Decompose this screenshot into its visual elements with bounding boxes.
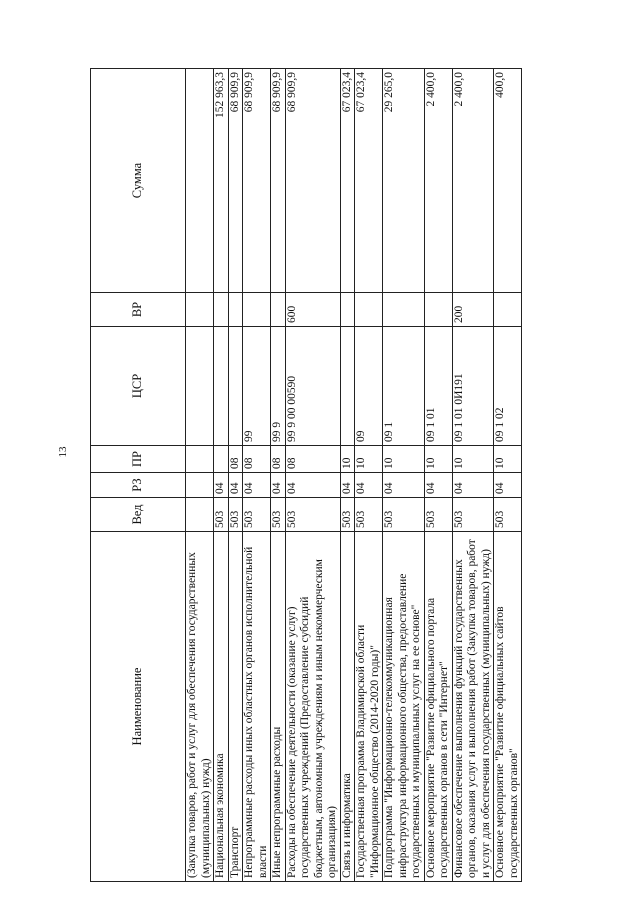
table-row xyxy=(228,69,243,882)
cell-vr xyxy=(355,293,383,327)
cell-ved: 503 xyxy=(340,498,355,532)
cell-sum: 67 023,4 xyxy=(355,69,383,293)
cell-sum xyxy=(186,69,214,293)
table-row xyxy=(186,69,214,882)
cell-sum: 68 909,9 xyxy=(243,69,271,293)
table-row xyxy=(271,69,286,882)
cell-name: Связь и информатика xyxy=(340,532,355,882)
header-sum: Сумма xyxy=(91,69,186,293)
table-row xyxy=(424,69,452,882)
cell-csr: 09 xyxy=(355,327,383,446)
cell-vr xyxy=(228,293,243,327)
cell-ved: 503 xyxy=(452,498,494,532)
cell-pr xyxy=(186,446,214,473)
cell-name: Непрограммные расходы иных областных органов исполнительной власти xyxy=(243,532,271,882)
cell-name: Иные непрограммные расходы xyxy=(271,532,286,882)
cell-pr: 08 xyxy=(243,446,271,473)
cell-name: Основное мероприятие "Развитие официальных сайтов государственных органов" xyxy=(494,532,522,882)
header-rz: РЗ xyxy=(91,473,186,498)
cell-vr xyxy=(340,293,355,327)
cell-name: Основное мероприятие "Развитие официального портала государственных органов в сети "Интернет" xyxy=(424,532,452,882)
cell-ved: 503 xyxy=(285,498,340,532)
cell-rz: 04 xyxy=(383,473,425,498)
cell-name: Финансовое обеспечение выполнения функций государственных органов, оказания услуг и выполнения работ (Закупка товаров, работ и услуг для обеспечения государственных (муниципальных) нужд) xyxy=(452,532,494,882)
cell-ved: 503 xyxy=(214,498,229,532)
cell-vr xyxy=(214,293,229,327)
cell-ved: 503 xyxy=(494,498,522,532)
table-row xyxy=(243,69,271,882)
table-row xyxy=(452,69,494,882)
cell-sum: 68 909,9 xyxy=(285,69,340,293)
header-csr: ЦСР xyxy=(91,327,186,446)
header-ved: Вед xyxy=(91,498,186,532)
page-number: 13 xyxy=(57,446,69,458)
cell-rz: 04 xyxy=(424,473,452,498)
cell-ved: 503 xyxy=(271,498,286,532)
cell-pr: 08 xyxy=(228,446,243,473)
cell-name: Расходы на обеспечение деятельности (оказание услуг) государственных учреждений (Предоставление субсидий бюджетным, автономным учреждениям и иным некоммерческим организациям) xyxy=(285,532,340,882)
budget-table xyxy=(90,68,522,882)
cell-name: (Закупка товаров, работ и услуг для обеспечения государственных (муниципальных) нужд) xyxy=(186,532,214,882)
cell-csr: 99 9 xyxy=(271,327,286,446)
cell-ved: 503 xyxy=(243,498,271,532)
cell-ved: 503 xyxy=(355,498,383,532)
cell-pr: 10 xyxy=(452,446,494,473)
cell-ved: 503 xyxy=(383,498,425,532)
table-body xyxy=(186,69,522,882)
cell-ved: 503 xyxy=(424,498,452,532)
cell-pr: 10 xyxy=(424,446,452,473)
cell-vr xyxy=(271,293,286,327)
table-row xyxy=(494,69,522,882)
table-row xyxy=(285,69,340,882)
cell-vr: 600 xyxy=(285,293,340,327)
table-row xyxy=(355,69,383,882)
cell-ved: 503 xyxy=(228,498,243,532)
table-row xyxy=(340,69,355,882)
cell-rz xyxy=(186,473,214,498)
cell-ved xyxy=(186,498,214,532)
cell-pr: 10 xyxy=(355,446,383,473)
cell-pr xyxy=(214,446,229,473)
cell-name: Государственная программа Владимирской области "Информационное общество (2014-2020 годы)" xyxy=(355,532,383,882)
cell-csr xyxy=(186,327,214,446)
cell-sum: 29 265,0 xyxy=(383,69,425,293)
cell-rz: 04 xyxy=(271,473,286,498)
cell-vr xyxy=(243,293,271,327)
table-row xyxy=(383,69,425,882)
cell-csr xyxy=(228,327,243,446)
cell-sum: 152 963,3 xyxy=(214,69,229,293)
cell-csr: 09 1 xyxy=(383,327,425,446)
cell-rz: 04 xyxy=(452,473,494,498)
cell-name: Транспорт xyxy=(228,532,243,882)
cell-csr: 09 1 01 0И191 xyxy=(452,327,494,446)
cell-name: Подпрограмма "Информационно-телекоммуникационная инфраструктура информационного общества, предоставление государственных и муниципальных услуг на ее основе" xyxy=(383,532,425,882)
cell-rz: 04 xyxy=(494,473,522,498)
cell-csr xyxy=(214,327,229,446)
cell-rz: 04 xyxy=(285,473,340,498)
cell-rz: 04 xyxy=(340,473,355,498)
header-pr: ПР xyxy=(91,446,186,473)
cell-rz: 04 xyxy=(228,473,243,498)
cell-rz: 04 xyxy=(243,473,271,498)
cell-csr xyxy=(340,327,355,446)
cell-csr: 99 xyxy=(243,327,271,446)
cell-sum: 2 400,0 xyxy=(452,69,494,293)
header-name: Наименование xyxy=(91,532,186,882)
cell-rz: 04 xyxy=(214,473,229,498)
cell-pr: 08 xyxy=(285,446,340,473)
cell-vr xyxy=(494,293,522,327)
cell-vr xyxy=(383,293,425,327)
table-row xyxy=(214,69,229,882)
cell-sum: 2 400,0 xyxy=(424,69,452,293)
cell-csr: 99 9 00 00590 xyxy=(285,327,340,446)
cell-name: Национальная экономика xyxy=(214,532,229,882)
cell-csr: 09 1 02 xyxy=(494,327,522,446)
cell-vr: 200 xyxy=(452,293,494,327)
cell-vr xyxy=(186,293,214,327)
cell-csr: 09 1 01 xyxy=(424,327,452,446)
cell-pr: 08 xyxy=(271,446,286,473)
cell-pr: 10 xyxy=(494,446,522,473)
cell-sum: 68 909,9 xyxy=(271,69,286,293)
cell-pr: 10 xyxy=(383,446,425,473)
cell-sum: 67 023,4 xyxy=(340,69,355,293)
cell-pr: 10 xyxy=(340,446,355,473)
table-header-row xyxy=(91,69,186,882)
header-vr: ВР xyxy=(91,293,186,327)
rotated-page xyxy=(90,69,605,882)
cell-vr xyxy=(424,293,452,327)
cell-sum: 68 909,9 xyxy=(228,69,243,293)
cell-rz: 04 xyxy=(355,473,383,498)
cell-sum: 400,0 xyxy=(494,69,522,293)
